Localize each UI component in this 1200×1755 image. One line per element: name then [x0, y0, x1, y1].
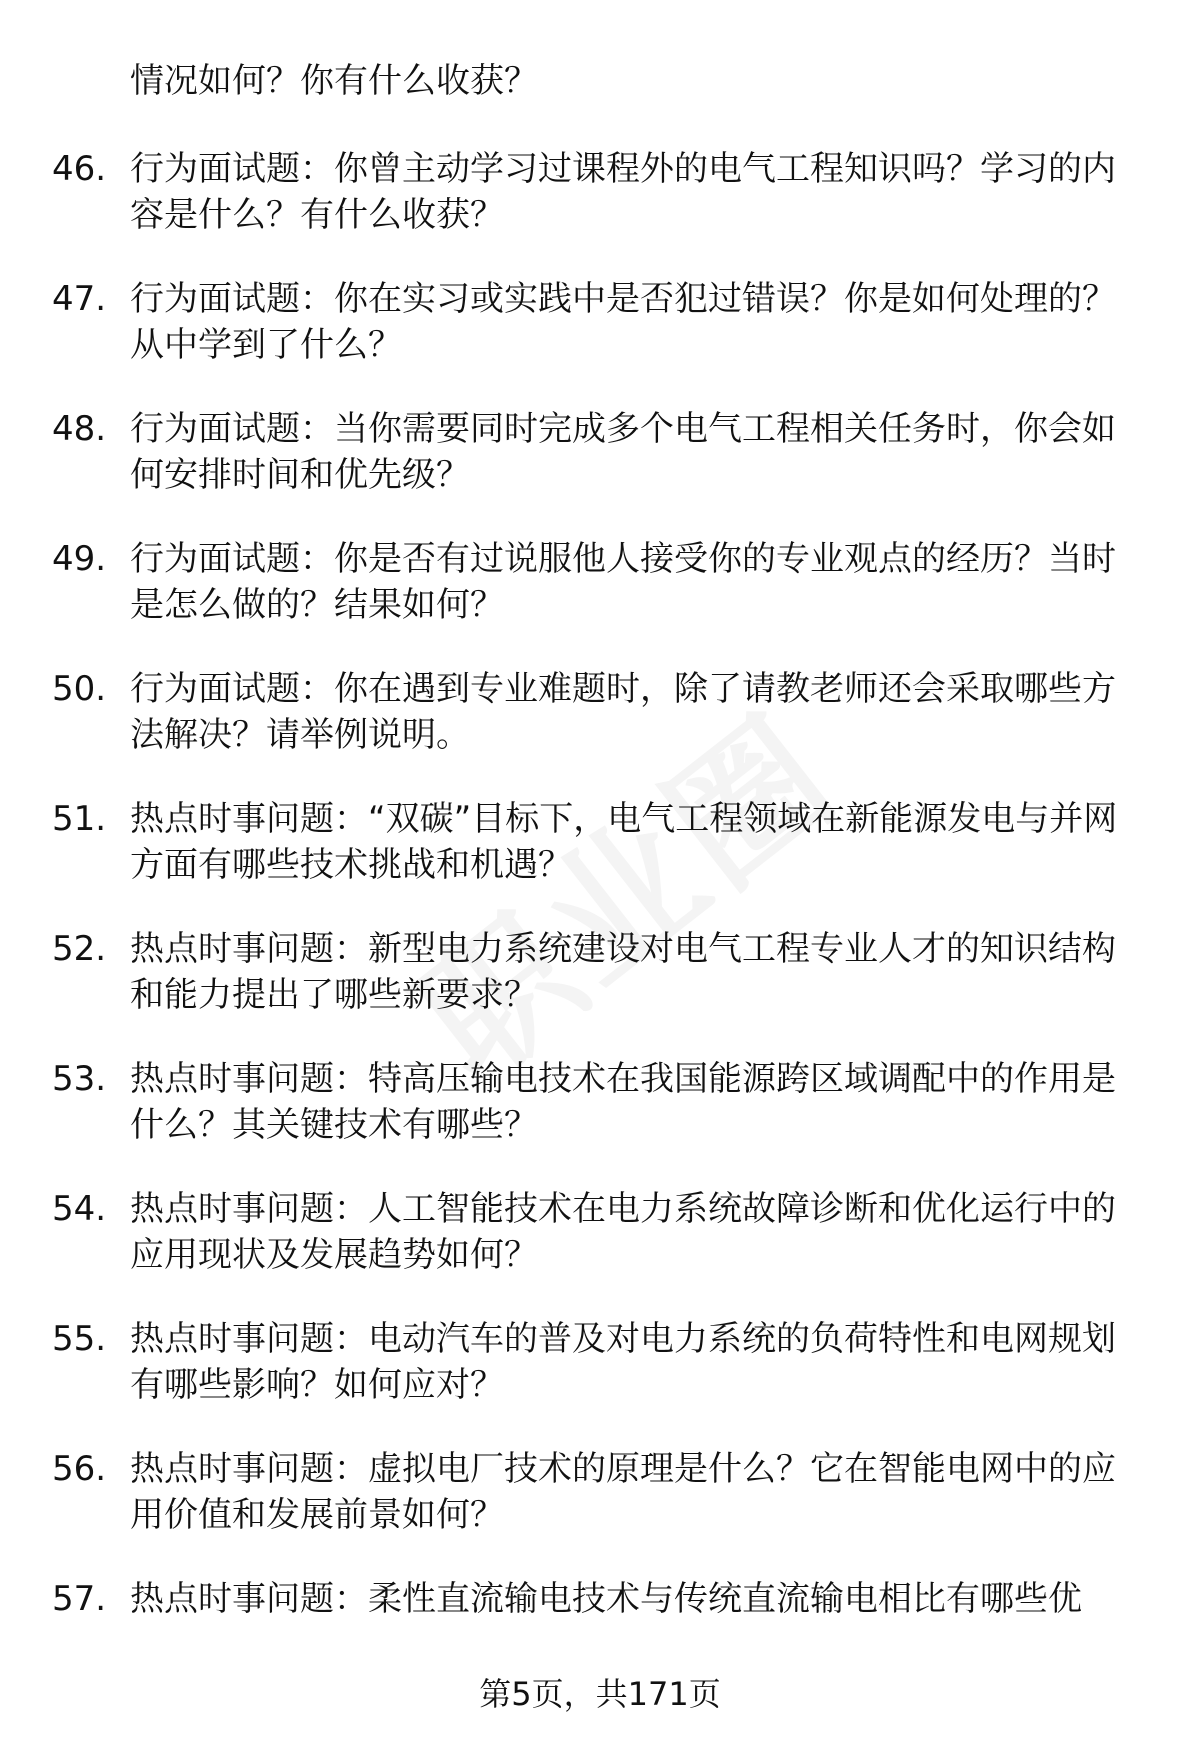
question-text: 行为面试题：你是否有过说服他人接受你的专业观点的经历？当时是怎么做的？结果如何？: [130, 539, 1116, 625]
question-number: 56.: [52, 1449, 107, 1489]
question-text: 热点时事问题：人工智能技术在电力系统故障诊断和优化运行中的应用现状及发展趋势如何？: [130, 1189, 1116, 1275]
continuation-text: 情况如何？你有什么收获？: [130, 61, 538, 101]
question-text: 行为面试题：你在遇到专业难题时，除了请教老师还会采取哪些方法解决？请举例说明。: [130, 669, 1116, 755]
question-item: [0, 926, 1200, 1056]
question-number: 53.: [52, 1059, 107, 1099]
question-text: 热点时事问题：柔性直流输电技术与传统直流输电相比有哪些优: [130, 1579, 1082, 1619]
question-item: [0, 1446, 1200, 1576]
question-item: [0, 796, 1200, 926]
question-number: 50.: [52, 669, 107, 709]
question-item: [0, 1056, 1200, 1186]
question-number: 49.: [52, 539, 107, 579]
question-item: [0, 276, 1200, 406]
question-number: 46.: [52, 149, 107, 189]
question-item: [0, 146, 1200, 276]
question-item: [0, 1186, 1200, 1316]
question-item: [0, 536, 1200, 666]
question-item: [0, 666, 1200, 796]
question-text: 热点时事问题：虚拟电厂技术的原理是什么？它在智能电网中的应用价值和发展前景如何？: [130, 1449, 1116, 1535]
question-list: [0, 146, 1200, 1706]
question-number: 57.: [52, 1579, 107, 1619]
question-number: 55.: [52, 1319, 107, 1359]
question-item: [0, 406, 1200, 536]
question-number: 52.: [52, 929, 107, 969]
question-text: 行为面试题：你曾主动学习过课程外的电气工程知识吗？学习的内容是什么？有什么收获？: [130, 149, 1116, 235]
question-text: 行为面试题：你在实习或实践中是否犯过错误？你是如何处理的？从中学到了什么？: [130, 279, 1116, 365]
question-text: 热点时事问题：特高压输电技术在我国能源跨区域调配中的作用是什么？其关键技术有哪些？: [130, 1059, 1116, 1145]
question-number: 51.: [52, 799, 107, 839]
question-text: 热点时事问题：“双碳”目标下，电气工程领域在新能源发电与并网方面有哪些技术挑战和机遇？: [130, 799, 1118, 885]
question-text: 热点时事问题：电动汽车的普及对电力系统的负荷特性和电网规划有哪些影响？如何应对？: [130, 1319, 1116, 1405]
question-number: 47.: [52, 279, 107, 319]
question-number: 54.: [52, 1189, 107, 1229]
page-footer: 第5页，共171页: [479, 1675, 721, 1713]
question-item: [0, 1316, 1200, 1446]
question-number: 48.: [52, 409, 107, 449]
question-text: 行为面试题：当你需要同时完成多个电气工程相关任务时，你会如何安排时间和优先级？: [130, 409, 1116, 495]
question-text: 热点时事问题：新型电力系统建设对电气工程专业人才的知识结构和能力提出了哪些新要求？: [130, 929, 1116, 1015]
